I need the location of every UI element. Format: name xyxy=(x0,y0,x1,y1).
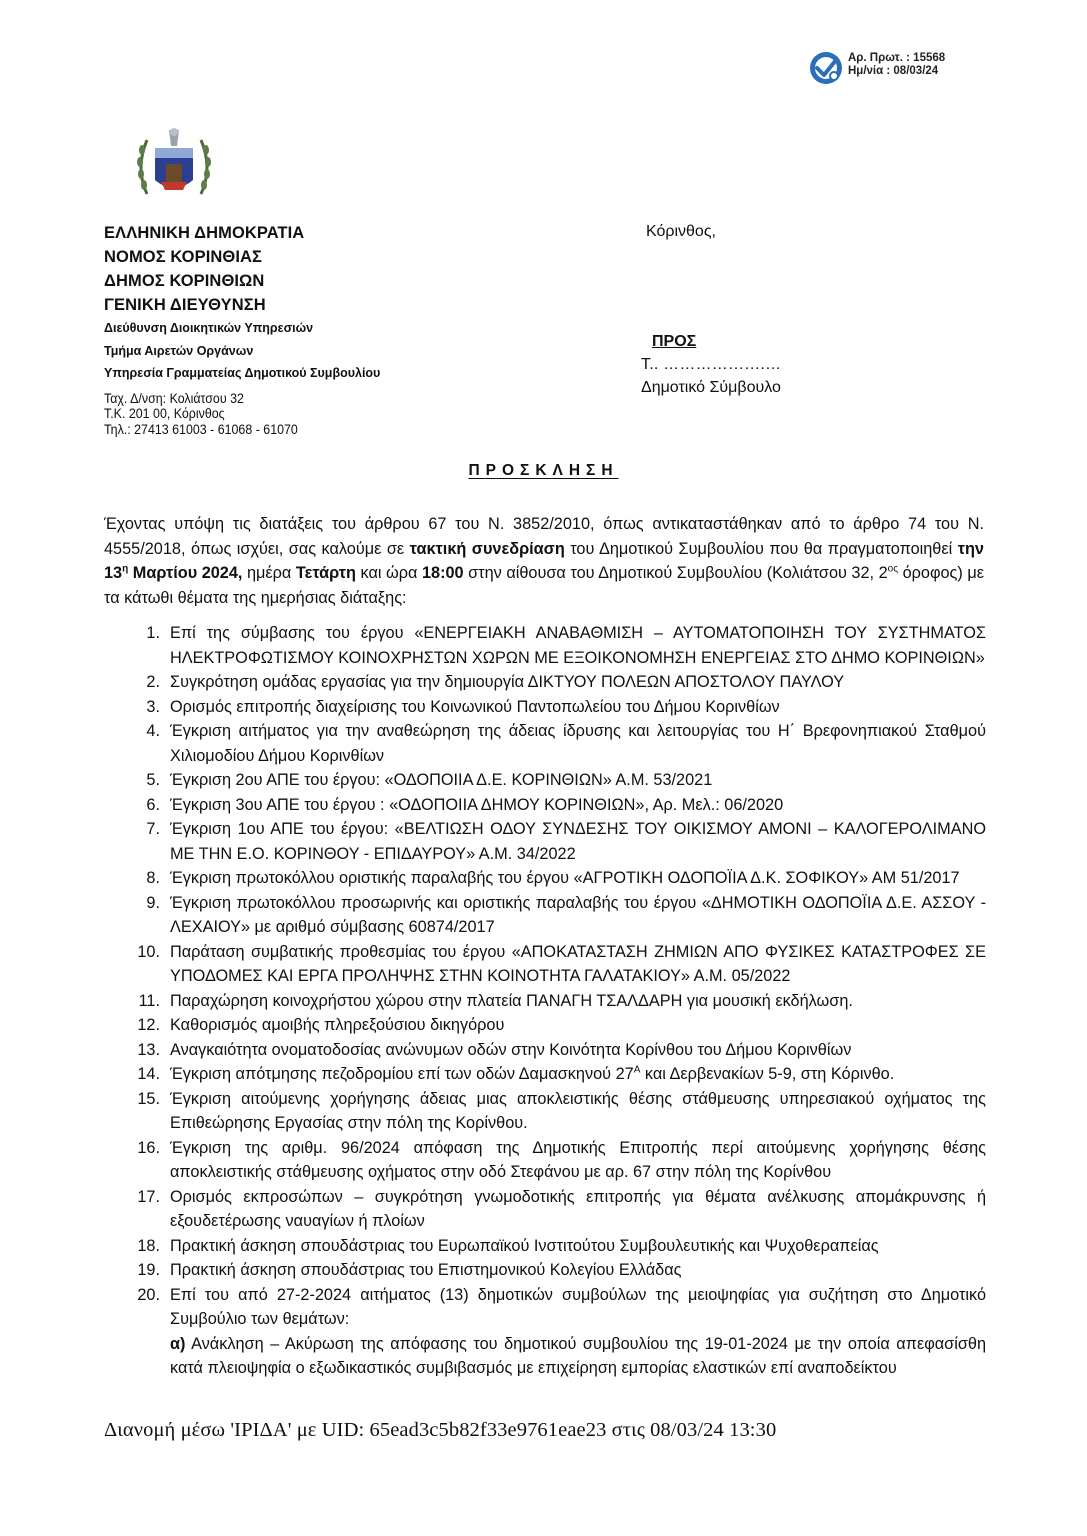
agenda-number: 7. xyxy=(146,820,160,838)
agenda-item xyxy=(130,866,986,891)
header-line-department: Τμήμα Αιρετών Οργάνων xyxy=(104,343,254,358)
header-phone: Τηλ.: 27413 61003 - 61068 - 61070 xyxy=(104,421,298,437)
intro-time: 18:00 xyxy=(421,564,464,582)
agenda-number: 18. xyxy=(137,1236,160,1255)
irida-logo-icon xyxy=(808,50,844,86)
agenda-text: Πρακτική άσκηση σπουδάστριας του Επιστημονικού Κολεγίου Ελλάδας xyxy=(170,1261,682,1279)
recipient-role: Δημοτικό Σύμβουλο xyxy=(641,379,781,396)
agenda-number: 13. xyxy=(137,1040,160,1059)
agenda-item xyxy=(130,621,986,670)
title-text: ΠΡΟΣΚΛΗΣΗ xyxy=(468,462,619,479)
agenda-item xyxy=(130,1013,986,1038)
agenda-number: 11. xyxy=(138,991,160,1010)
agenda-number: 1. xyxy=(146,624,160,642)
intro-weekday: Τετάρτη xyxy=(295,564,356,582)
agenda-text: Ορισμός εκπροσώπων – συγκρότηση γνωμοδοτικής επιτροπής για θέματα ανέλκυσης απομάκρυνσης ή εξουδετέρωσης ναυαγίων ή πλοίων xyxy=(170,1187,986,1230)
agenda-text: Έγκριση απότμησης πεζοδρομίου επί των οδών Δαμασκηνού 27 xyxy=(170,1065,634,1083)
agenda-number: 3. xyxy=(146,697,160,716)
agenda-number: 2. xyxy=(146,673,160,691)
agenda-text: Παραχώρηση κοινοχρήστου χώρου στην πλατεία ΠΑΝΑΓΗ ΤΣΑΛΔΑΡΗ για μουσική εκδήλωση. xyxy=(170,991,853,1010)
agenda-text: Έγκριση της αριθμ. 96/2024 απόφαση της Δημοτικής Επιτροπής περί αιτούμενης χορήγησης θέσης αποκλειστικής στάθμευσης οχήματος στην οδό Στεφάνου με αρ. 67 στην πόλη της Κορίνθου xyxy=(170,1138,986,1181)
protocol-date: Ημ/νία : 08/03/24 xyxy=(848,65,939,77)
agenda-item xyxy=(130,1185,986,1234)
agenda-superscript: Α xyxy=(633,1064,641,1076)
intro-date-day: την 13 xyxy=(104,539,984,582)
agenda-item xyxy=(130,891,986,940)
agenda-item xyxy=(130,670,986,695)
header-postcode: Τ.Κ. 201 00, Κόρινθος xyxy=(104,406,225,421)
intro-text-5: στην αίθουσα του Δημοτικού Συμβουλίου (Κολιάτσου 32, 2 xyxy=(463,564,888,582)
agenda-text: Έγκριση πρωτοκόλλου προσωρινής και οριστικής παραλαβής του έργου «ΔΗΜΟΤΙΚΗ ΟΔΟΠΟΪΙΑ Δ.Ε. ΑΣΣΟΥ - ΛΕΧΑΙΟΥ» με αριθμό σύμβασης 60874/2017 xyxy=(170,893,986,936)
agenda-text: Έγκριση αιτούμενης χορήγησης άδειας μιας αποκλειστικής θέσης στάθμευσης υπηρεσιακού οχήματος της Επιθεώρησης Εργασίας στην πόλη της Κορίνθου. xyxy=(170,1089,986,1132)
header-line-prefecture: ΝΟΜΟΣ ΚΟΡΙΝΘΙΑΣ xyxy=(104,248,263,266)
intro-text-4: και ώρα xyxy=(356,564,422,582)
agenda-text: Παράταση συμβατικής προθεσμίας του έργου «ΑΠΟΚΑΤΑΣΤΑΣΗ ΖΗΜΙΩΝ ΑΠΟ ΦΥΣΙΚΕΣ ΚΑΤΑΣΤΡΟΦΕΣ ΣΕ ΥΠΟΔΟΜΕΣ ΚΑΙ ΕΡΓΑ ΠΡΟΛΗΨΗΣ ΣΤΗΝ ΚΟΙΝΟΤΗΤΑ ΓΑΛΑΤΑΚΙΟΥ» Α.Μ. 05/2022 xyxy=(170,942,986,985)
header-line-directorate: ΓΕΝΙΚΗ ΔΙΕΥΘΥΝΣΗ xyxy=(104,296,266,314)
agenda-number: 4. xyxy=(146,722,160,740)
agenda-number: 6. xyxy=(146,795,160,814)
intro-session-type: τακτική συνεδρίαση xyxy=(409,539,565,558)
agenda-subitem-text: Ανάκληση – Ακύρωση της απόφασης του δημοτικού συμβουλίου της 19-01-2024 με την οποία απεφασίσθη κατά πλειοψηφία ο εξωδικαστικός συμβιβασμός με επιχείρηση εμπορίας ελαστικών επί αναποδείκτου xyxy=(170,1334,986,1377)
intro-text-2: του Δημοτικού Συμβουλίου που θα πραγματοποιηθεί xyxy=(564,539,958,558)
agenda-text: Καθορισμός αμοιβής πληρεξούσιου δικηγόρου xyxy=(170,1016,505,1034)
agenda-text: Αναγκαιότητα ονοματοδοσίας ανώνυμων οδών στην Κοινότητα Κορίνθου του Δήμου Κορινθίων xyxy=(170,1040,852,1059)
intro-text-6: όροφος) με τα κάτωθι θέματα της ημερήσιας διάταξης: xyxy=(104,564,984,607)
agenda-item xyxy=(130,719,986,768)
recipient-label: ΠΡΟΣ xyxy=(652,333,697,350)
intro-date-month: Μαρτίου 2024, xyxy=(128,564,243,582)
agenda-item xyxy=(130,817,986,866)
document-title xyxy=(0,462,1087,480)
agenda-item xyxy=(130,1258,986,1283)
agenda-number: 12. xyxy=(137,1016,160,1034)
agenda-text: Πρακτική άσκηση σπουδάστριας του Ευρωπαϊκού Ινστιτούτου Συμβουλευτικής και Ψυχοθεραπείας xyxy=(170,1236,879,1255)
agenda-text: Έγκριση 3ου ΑΠΕ του έργου : «ΟΔΟΠΟΙΙΑ ΔΗΜΟΥ ΚΟΡΙΝΘΙΩΝ», Αρ. Μελ.: 06/2020 xyxy=(170,795,784,814)
city-date-line: Κόρινθος, xyxy=(646,223,716,240)
header-line-division: Διεύθυνση Διοικητικών Υπηρεσιών xyxy=(104,321,314,335)
agenda-text: Συγκρότηση ομάδας εργασίας για την δημιουργία ΔΙΚΤΥΟΥ ΠΟΛΕΩΝ ΑΠΟΣΤΟΛΟΥ ΠΑΥΛΟΥ xyxy=(170,673,845,691)
intro-text-1: Έχοντας υπόψη τις διατάξεις του άρθρου 67 του Ν. 3852/2010, όπως αντικαταστάθηκαν από το άρθρο 74 του Ν. 4555/2018, όπως ισχύει, σας καλούμε σε xyxy=(104,515,984,558)
agenda-item xyxy=(130,1283,986,1381)
agenda-number: 15. xyxy=(137,1089,160,1108)
agenda-item xyxy=(130,1062,986,1087)
agenda-number: 20. xyxy=(137,1285,160,1304)
agenda-number: 14. xyxy=(137,1065,160,1083)
header-line-republic: ΕΛΛΗΝΙΚΗ ΔΗΜΟΚΡΑΤΙΑ xyxy=(104,224,305,242)
agenda-item xyxy=(130,695,986,720)
agenda-number: 9. xyxy=(146,893,160,912)
agenda-text: Ορισμός επιτροπής διαχείρισης του Κοινωνικού Παντοπωλείου του Δήμου Κορινθίων xyxy=(170,697,780,716)
issuer-header xyxy=(104,221,380,437)
municipality-emblem-icon xyxy=(133,124,215,208)
agenda-item xyxy=(130,1136,986,1185)
agenda-list xyxy=(130,621,986,1381)
agenda-item xyxy=(130,1234,986,1259)
agenda-number: 17. xyxy=(137,1187,160,1206)
agenda-text-cont: και Δερβενακίων 5-9, στη Κόρινθο. xyxy=(640,1065,895,1083)
agenda-item xyxy=(130,1087,986,1136)
header-line-service: Υπηρεσία Γραμματείας Δημοτικού Συμβουλίου xyxy=(104,366,381,380)
intro-date-suffix: η xyxy=(122,563,129,575)
intro-floor-suffix: ος xyxy=(887,563,899,575)
agenda-number: 16. xyxy=(137,1138,160,1157)
agenda-subitem xyxy=(170,1332,986,1381)
agenda-number: 5. xyxy=(146,771,160,789)
agenda-number: 19. xyxy=(137,1261,160,1279)
distribution-footer: Διανομή μέσω 'ΙΡΙΔΑ' με UID: 65ead3c5b82f33e9761eae23 στις 08/03/24 13:30 xyxy=(104,1419,777,1441)
header-line-municipality: ΔΗΜΟΣ ΚΟΡΙΝΘΙΩΝ xyxy=(104,272,265,290)
agenda-subitem-label: α) xyxy=(170,1334,186,1353)
agenda-item xyxy=(130,940,986,989)
recipient-name: Τ.. ……………….… xyxy=(641,356,782,373)
header-address: Ταχ. Δ/νση: Κολιάτσου 32 xyxy=(104,390,244,406)
agenda-item xyxy=(130,1038,986,1063)
agenda-text: Επί της σύμβασης του έργου «ΕΝΕΡΓΕΙΑΚΗ ΑΝΑΒΑΘΜΙΣΗ – ΑΥΤΟΜΑΤΟΠΟΙΗΣΗ ΤΟΥ ΣΥΣΤΗΜΑΤΟΣ ΗΛΕΚΤΡΟΦΩΤΙΣΜΟΥ ΚΟΙΝΟΧΡΗΣΤΩΝ ΧΩΡΩΝ ΜΕ ΕΞΟΙΚΟΝΟΜΗΣΗ ΕΝΕΡΓΕΙΑΣ ΣΤΟ ΔΗΜΟ ΚΟΡΙΝΘΙΩΝ» xyxy=(170,624,986,667)
intro-text-3: ημέρα xyxy=(242,564,296,582)
agenda-item xyxy=(130,793,986,818)
agenda-text: Έγκριση πρωτοκόλλου οριστικής παραλαβής του έργου «ΑΓΡΟΤΙΚΗ ΟΔΟΠΟΪΙΑ Δ.Κ. ΣΟΦΙΚΟΥ» ΑΜ 51/2017 xyxy=(170,869,960,887)
agenda-text: Επί του από 27-2-2024 αιτήματος (13) δημοτικών συμβούλων της μειοψηφίας για συζήτηση στο Δημοτικό Συμβούλιο των θεμάτων: xyxy=(170,1285,986,1328)
agenda-number: 8. xyxy=(146,869,160,887)
agenda-item xyxy=(130,768,986,793)
agenda-text: Έγκριση 1ου ΑΠΕ του έργου: «ΒΕΛΤΙΩΣΗ ΟΔΟΥ ΣΥΝΔΕΣΗΣ ΤΟΥ ΟΙΚΙΣΜΟΥ ΑΜΟΝΙ – ΚΑΛΟΓΕΡΟΛΙΜΑΝΟ ΜΕ ΤΗΝ Ε.Ο. ΚΟΡΙΝΘΟΥ - ΕΠΙΔΑΥΡΟΥ» Α.Μ. 34/2022 xyxy=(170,820,986,863)
protocol-number: Αρ. Πρωτ. : 15568 xyxy=(848,52,946,64)
intro-paragraph xyxy=(104,512,984,610)
agenda-item xyxy=(130,989,986,1014)
protocol-stamp xyxy=(808,50,968,90)
agenda-number: 10. xyxy=(137,942,160,961)
agenda-text: Έγκριση 2ου ΑΠΕ του έργου: «ΟΔΟΠΟΙΙΑ Δ.Ε. ΚΟΡΙΝΘΙΩΝ» Α.Μ. 53/2021 xyxy=(170,771,713,789)
agenda-text: Έγκριση αιτήματος για την αναθεώρηση της άδειας ίδρυσης και λειτουργίας του Η΄ Βρεφονηπιακού Σταθμού Χιλιομοδίου Δήμου Κορινθίων xyxy=(170,722,986,765)
